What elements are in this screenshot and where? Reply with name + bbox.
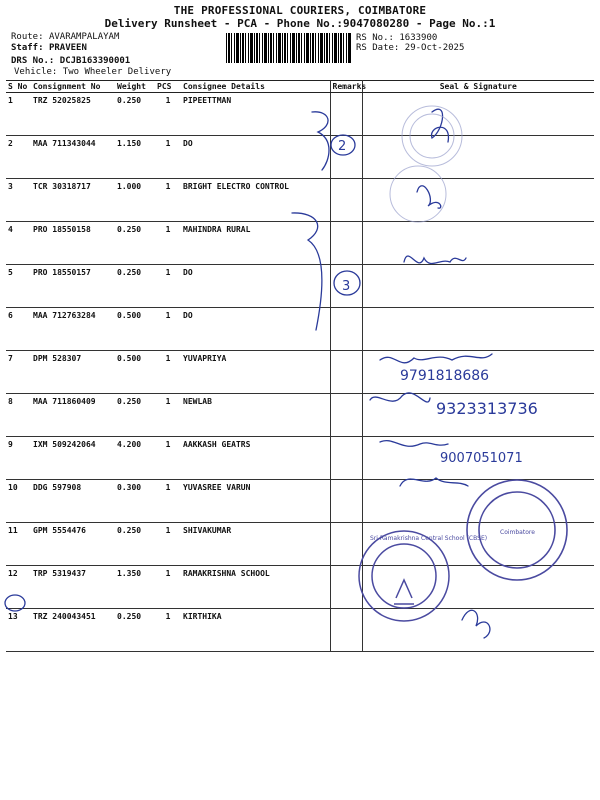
row-sno: 7: [6, 351, 31, 394]
row-seal-signature: [362, 136, 594, 179]
row-remarks: [330, 566, 362, 609]
row-pcs: 1: [155, 480, 181, 523]
staff-value: PRAVEEN: [48, 43, 87, 53]
table-row: [6, 308, 594, 351]
row-weight: 0.250: [115, 523, 155, 566]
row-pcs: 1: [155, 566, 181, 609]
phone-row-8: 9323313736: [436, 399, 538, 418]
row-remarks: [330, 93, 362, 136]
row-seal-signature: [362, 265, 594, 308]
row-pcs: 1: [155, 136, 181, 179]
row-sno: 4: [6, 222, 31, 265]
phone-row-9: 9007051071: [440, 451, 523, 466]
vehicle-value: Two Wheeler Delivery: [62, 67, 172, 77]
row-weight: 4.200: [115, 437, 155, 480]
table-row: [6, 222, 594, 265]
document-subtitle: Delivery Runsheet - PCA - Phone No.:9047080280 - Page No.:1: [104, 17, 496, 30]
row-consignee: AAKKASH GEATRS: [181, 437, 330, 480]
row-sno: 11: [6, 523, 31, 566]
row-consignment-no: DDG 597908: [31, 480, 115, 523]
row-seal-signature: [362, 609, 594, 652]
row-weight: 0.500: [115, 308, 155, 351]
route-line: [11, 32, 119, 42]
row-remarks: [330, 308, 362, 351]
row-seal-signature: [362, 179, 594, 222]
row-sno: 6: [6, 308, 31, 351]
row-pcs: 1: [155, 93, 181, 136]
row-pcs: 1: [155, 222, 181, 265]
row-consignee: MAHINDRA RURAL: [181, 222, 330, 265]
row-consignment-no: DPM 528307: [31, 351, 115, 394]
row-weight: 0.500: [115, 351, 155, 394]
row-consignment-no: IXM 509242064: [31, 437, 115, 480]
table-row: [6, 394, 594, 437]
row-consignment-no: MAA 711860409: [31, 394, 115, 437]
table-row: [6, 93, 594, 136]
row-remarks: [330, 179, 362, 222]
drs-value: DCJB163390001: [59, 56, 131, 66]
remark-handwritten-2: 2: [338, 139, 347, 154]
row-consignee: YUVAPRIYA: [181, 351, 330, 394]
row-weight: 0.250: [115, 93, 155, 136]
row-seal-signature: [362, 93, 594, 136]
row-sno: 8: [6, 394, 31, 437]
row-consignee: RAMAKRISHNA SCHOOL: [181, 566, 330, 609]
row-consignment-no: TCR 30318717: [31, 179, 115, 222]
vehicle-line: [14, 67, 171, 77]
row-pcs: 1: [155, 265, 181, 308]
runsheet-barcode: [226, 33, 352, 63]
table-row: [6, 351, 594, 394]
rs-date-line: [356, 43, 464, 53]
row-sno: 9: [6, 437, 31, 480]
row-consignment-no: GPM 5554476: [31, 523, 115, 566]
row-consignee: KIRTHIKA: [181, 609, 330, 652]
row-weight: 0.300: [115, 480, 155, 523]
row-sno: 5: [6, 265, 31, 308]
row-seal-signature: [362, 523, 594, 566]
row-seal-signature: [362, 566, 594, 609]
table-row: [6, 480, 594, 523]
row-sno: 1: [6, 93, 31, 136]
row-consignee: SHIVAKUMAR: [181, 523, 330, 566]
row-consignment-no: PRO 18550158: [31, 222, 115, 265]
row-weight: 1.000: [115, 179, 155, 222]
row-consignee: DO: [181, 308, 330, 351]
table-row: [6, 566, 594, 609]
row-weight: 0.250: [115, 394, 155, 437]
rs-no-line: [356, 33, 437, 43]
drs-label: DRS No.:: [11, 56, 55, 66]
row-pcs: 1: [155, 437, 181, 480]
row-weight: 1.350: [115, 566, 155, 609]
col-weight: Weight: [115, 81, 155, 93]
row-pcs: 1: [155, 523, 181, 566]
row-remarks: [330, 222, 362, 265]
row-sno: 2: [6, 136, 31, 179]
col-seal: Seal & Signature: [362, 81, 594, 93]
row-consignment-no: TRZ 240043451: [31, 609, 115, 652]
row-remarks: [330, 136, 362, 179]
col-sno: S No: [6, 81, 31, 93]
row-weight: 1.150: [115, 136, 155, 179]
phone-row-7: 9791818686: [400, 368, 490, 384]
table-header-row: [6, 81, 594, 93]
rs-no-label: RS No.:: [356, 33, 394, 43]
table-row: [6, 609, 594, 652]
table-row: [6, 179, 594, 222]
runsheet-table: [6, 80, 594, 652]
row-consignee: BRIGHT ELECTRO CONTROL: [181, 179, 330, 222]
table-row: [6, 265, 594, 308]
row-remarks: [330, 437, 362, 480]
rs-no-value: 1633900: [399, 33, 438, 43]
coimbatore-stamp-text: Coimbatore: [500, 529, 535, 536]
table-row: [6, 437, 594, 480]
staff-line: [11, 43, 87, 53]
row-weight: 0.250: [115, 222, 155, 265]
row-seal-signature: [362, 351, 594, 394]
row-weight: 0.250: [115, 265, 155, 308]
row-seal-signature: [362, 222, 594, 265]
row-pcs: 1: [155, 179, 181, 222]
rs-date-label: RS Date:: [356, 43, 400, 53]
rs-date-value: 29-Oct-2025: [404, 43, 465, 53]
vehicle-label: Vehicle:: [14, 67, 58, 77]
school-stamp-text: Sri Ramakrishna Central School (CBSE): [370, 535, 488, 542]
row-remarks: [330, 265, 362, 308]
row-seal-signature: [362, 308, 594, 351]
row-consignee: YUVASREE VARUN: [181, 480, 330, 523]
table-row: [6, 523, 594, 566]
document-title: THE PROFESSIONAL COURIERS, COIMBATORE: [173, 4, 427, 17]
row-seal-signature: [362, 480, 594, 523]
row-consignment-no: MAA 711343044: [31, 136, 115, 179]
row-consignee: DO: [181, 136, 330, 179]
row-pcs: 1: [155, 308, 181, 351]
row-pcs: 1: [155, 351, 181, 394]
drs-line: [11, 56, 130, 66]
col-remarks: Remarks: [330, 81, 362, 93]
row-sno: 3: [6, 179, 31, 222]
row-sno: 13: [6, 609, 31, 652]
row-weight: 0.250: [115, 609, 155, 652]
row-pcs: 1: [155, 609, 181, 652]
row-remarks: [330, 480, 362, 523]
table-row: [6, 136, 594, 179]
row-remarks: [330, 351, 362, 394]
row-consignment-no: PRO 18550157: [31, 265, 115, 308]
staff-label: Staff:: [11, 43, 44, 53]
route-value: AVARAMPALAYAM: [48, 32, 120, 42]
row-seal-signature: [362, 437, 594, 480]
col-consignment: Consignment No: [31, 81, 115, 93]
row-seal-signature: [362, 394, 594, 437]
row-consignment-no: TRP 5319437: [31, 566, 115, 609]
route-label: Route:: [11, 32, 44, 42]
row-consignment-no: MAA 712763284: [31, 308, 115, 351]
row-consignee: DO: [181, 265, 330, 308]
row-remarks: [330, 523, 362, 566]
col-consignee: Consignee Details: [181, 81, 330, 93]
row-remarks: [330, 394, 362, 437]
row-remarks: [330, 609, 362, 652]
row-consignee: PIPEETTMAN: [181, 93, 330, 136]
remark-handwritten-5: 3: [342, 279, 351, 294]
row-consignee: NEWLAB: [181, 394, 330, 437]
col-pcs: PCS: [155, 81, 181, 93]
row-pcs: 1: [155, 394, 181, 437]
row-sno: 10: [6, 480, 31, 523]
row-sno: 12: [6, 566, 31, 609]
row-consignment-no: TRZ 52025825: [31, 93, 115, 136]
